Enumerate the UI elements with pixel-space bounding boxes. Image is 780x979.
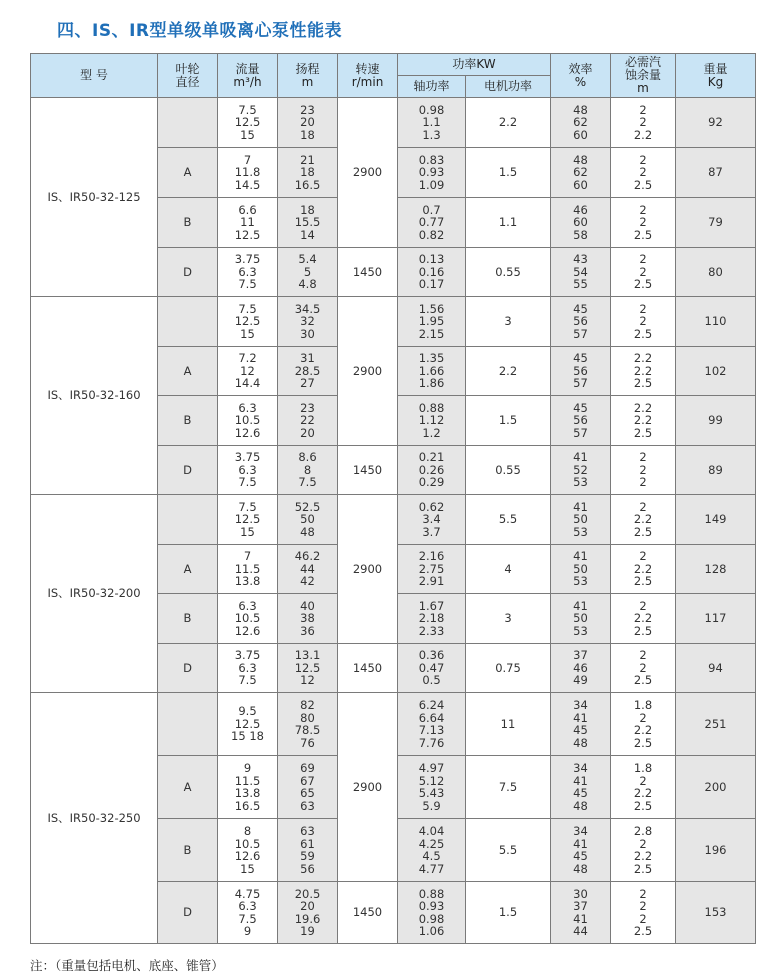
weight-cell: 94 xyxy=(676,644,756,693)
head-cell: 82 80 78.5 76 xyxy=(278,693,338,756)
head-cell: 5.4 5 4.8 xyxy=(278,248,338,297)
head-cell: 69 67 65 63 xyxy=(278,756,338,819)
header-shaft-power: 轴功率 xyxy=(398,76,466,98)
head-cell: 63 61 59 56 xyxy=(278,819,338,882)
weight-cell: 149 xyxy=(676,495,756,545)
shaft-power-cell: 4.97 5.12 5.43 5.9 xyxy=(398,756,466,819)
motor-power-cell: 5.5 xyxy=(466,495,551,545)
efficiency-cell: 41 50 53 xyxy=(551,594,611,644)
flow-cell: 7 11.5 13.8 xyxy=(218,545,278,594)
model-name: IS、IR50-32-250 xyxy=(31,693,158,944)
speed-cell: 2900 xyxy=(338,297,398,446)
table-row xyxy=(31,495,756,545)
efficiency-cell: 45 56 57 xyxy=(551,297,611,347)
shaft-power-cell: 1.56 1.95 2.15 xyxy=(398,297,466,347)
motor-power-cell: 0.75 xyxy=(466,644,551,693)
head-cell: 52.5 50 48 xyxy=(278,495,338,545)
efficiency-cell: 48 62 60 xyxy=(551,148,611,198)
npsh-cell: 2 2 2 xyxy=(611,446,676,495)
efficiency-cell: 48 62 60 xyxy=(551,98,611,148)
npsh-cell: 2 2 2.5 xyxy=(611,148,676,198)
header-efficiency: 效率 % xyxy=(551,54,611,98)
shaft-power-cell: 4.04 4.25 4.5 4.77 xyxy=(398,819,466,882)
header-impeller: 叶轮 直径 xyxy=(158,54,218,98)
flow-cell: 7.2 12 14.4 xyxy=(218,347,278,396)
table-row xyxy=(31,98,756,148)
efficiency-cell: 45 56 57 xyxy=(551,396,611,446)
weight-cell: 251 xyxy=(676,693,756,756)
head-cell: 8.6 8 7.5 xyxy=(278,446,338,495)
head-cell: 23 22 20 xyxy=(278,396,338,446)
speed-cell: 2900 xyxy=(338,693,398,882)
efficiency-cell: 41 50 53 xyxy=(551,545,611,594)
npsh-cell: 2 2.2 2.5 xyxy=(611,545,676,594)
motor-power-cell: 0.55 xyxy=(466,446,551,495)
npsh-cell: 2 2 2.5 xyxy=(611,644,676,693)
model-name: IS、IR50-32-160 xyxy=(31,297,158,495)
npsh-cell: 2 2 2.5 xyxy=(611,198,676,248)
impeller-cell: B xyxy=(158,819,218,882)
header-model: 型 号 xyxy=(31,54,158,98)
flow-cell: 3.75 6.3 7.5 xyxy=(218,446,278,495)
flow-cell: 6.6 11 12.5 xyxy=(218,198,278,248)
impeller-cell: D xyxy=(158,644,218,693)
motor-power-cell: 2.2 xyxy=(466,98,551,148)
shaft-power-cell: 2.16 2.75 2.91 xyxy=(398,545,466,594)
speed-cell: 1450 xyxy=(338,882,398,944)
motor-power-cell: 0.55 xyxy=(466,248,551,297)
header-npsh: 必需汽 蚀余量 m xyxy=(611,54,676,98)
flow-cell: 7.5 12.5 15 xyxy=(218,495,278,545)
motor-power-cell: 3 xyxy=(466,297,551,347)
npsh-cell: 2 2.2 2.5 xyxy=(611,495,676,545)
header-power: 功率KW xyxy=(398,54,551,76)
flow-cell: 6.3 10.5 12.6 xyxy=(218,396,278,446)
flow-cell: 4.75 6.3 7.5 9 xyxy=(218,882,278,944)
model-name: IS、IR50-32-200 xyxy=(31,495,158,693)
weight-cell: 99 xyxy=(676,396,756,446)
speed-cell: 1450 xyxy=(338,644,398,693)
flow-cell: 7 11.8 14.5 xyxy=(218,148,278,198)
shaft-power-cell: 6.24 6.64 7.13 7.76 xyxy=(398,693,466,756)
head-cell: 18 15.5 14 xyxy=(278,198,338,248)
efficiency-cell: 37 46 49 xyxy=(551,644,611,693)
motor-power-cell: 4 xyxy=(466,545,551,594)
efficiency-cell: 41 52 53 xyxy=(551,446,611,495)
motor-power-cell: 5.5 xyxy=(466,819,551,882)
weight-cell: 89 xyxy=(676,446,756,495)
head-cell: 31 28.5 27 xyxy=(278,347,338,396)
pump-performance-table xyxy=(30,53,756,944)
head-cell: 34.5 32 30 xyxy=(278,297,338,347)
header-motor-power: 电机功率 xyxy=(466,76,551,98)
shaft-power-cell: 0.88 1.12 1.2 xyxy=(398,396,466,446)
model-name: IS、IR50-32-125 xyxy=(31,98,158,297)
flow-cell: 8 10.5 12.6 15 xyxy=(218,819,278,882)
footnote: 注：（重量包括电机、底座、锥管） xyxy=(30,958,224,973)
motor-power-cell: 2.2 xyxy=(466,347,551,396)
npsh-cell: 2 2.2 2.5 xyxy=(611,594,676,644)
efficiency-cell: 30 37 41 44 xyxy=(551,882,611,944)
impeller-cell: D xyxy=(158,882,218,944)
weight-cell: 92 xyxy=(676,98,756,148)
efficiency-cell: 46 60 58 xyxy=(551,198,611,248)
impeller-cell xyxy=(158,98,218,148)
shaft-power-cell: 0.7 0.77 0.82 xyxy=(398,198,466,248)
shaft-power-cell: 1.67 2.18 2.33 xyxy=(398,594,466,644)
npsh-cell: 2 2 2.5 xyxy=(611,297,676,347)
head-cell: 13.1 12.5 12 xyxy=(278,644,338,693)
shaft-power-cell: 0.36 0.47 0.5 xyxy=(398,644,466,693)
flow-cell: 9.5 12.5 15 18 xyxy=(218,693,278,756)
flow-cell: 3.75 6.3 7.5 xyxy=(218,644,278,693)
flow-cell: 6.3 10.5 12.6 xyxy=(218,594,278,644)
head-cell: 46.2 44 42 xyxy=(278,545,338,594)
table-row xyxy=(31,693,756,756)
shaft-power-cell: 0.88 0.93 0.98 1.06 xyxy=(398,882,466,944)
impeller-cell: D xyxy=(158,248,218,297)
npsh-cell: 2.8 2 2.2 2.5 xyxy=(611,819,676,882)
npsh-cell: 2.2 2.2 2.5 xyxy=(611,396,676,446)
weight-cell: 153 xyxy=(676,882,756,944)
motor-power-cell: 3 xyxy=(466,594,551,644)
flow-cell: 7.5 12.5 15 xyxy=(218,297,278,347)
header-head: 扬程 m xyxy=(278,54,338,98)
shaft-power-cell: 0.83 0.93 1.09 xyxy=(398,148,466,198)
motor-power-cell: 1.5 xyxy=(466,396,551,446)
impeller-cell: A xyxy=(158,545,218,594)
npsh-cell: 2.2 2.2 2.5 xyxy=(611,347,676,396)
weight-cell: 200 xyxy=(676,756,756,819)
efficiency-cell: 34 41 45 48 xyxy=(551,693,611,756)
shaft-power-cell: 0.13 0.16 0.17 xyxy=(398,248,466,297)
impeller-cell xyxy=(158,693,218,756)
weight-cell: 196 xyxy=(676,819,756,882)
impeller-cell xyxy=(158,297,218,347)
efficiency-cell: 43 54 55 xyxy=(551,248,611,297)
speed-cell: 1450 xyxy=(338,446,398,495)
speed-cell: 2900 xyxy=(338,98,398,248)
efficiency-cell: 41 50 53 xyxy=(551,495,611,545)
impeller-cell: D xyxy=(158,446,218,495)
efficiency-cell: 34 41 45 48 xyxy=(551,756,611,819)
head-cell: 20.5 20 19.6 19 xyxy=(278,882,338,944)
motor-power-cell: 11 xyxy=(466,693,551,756)
motor-power-cell: 7.5 xyxy=(466,756,551,819)
head-cell: 23 20 18 xyxy=(278,98,338,148)
weight-cell: 117 xyxy=(676,594,756,644)
motor-power-cell: 1.5 xyxy=(466,882,551,944)
header-weight: 重量 Kg xyxy=(676,54,756,98)
npsh-cell: 2 2 2 2.5 xyxy=(611,882,676,944)
shaft-power-cell: 1.35 1.66 1.86 xyxy=(398,347,466,396)
weight-cell: 128 xyxy=(676,545,756,594)
header-flow: 流量 m³/h xyxy=(218,54,278,98)
motor-power-cell: 1.1 xyxy=(466,198,551,248)
impeller-cell: B xyxy=(158,198,218,248)
motor-power-cell: 1.5 xyxy=(466,148,551,198)
speed-cell: 1450 xyxy=(338,248,398,297)
flow-cell: 7.5 12.5 15 xyxy=(218,98,278,148)
impeller-cell: B xyxy=(158,396,218,446)
impeller-cell: A xyxy=(158,148,218,198)
weight-cell: 79 xyxy=(676,198,756,248)
table-body xyxy=(31,98,756,944)
npsh-cell: 2 2 2.5 xyxy=(611,248,676,297)
shaft-power-cell: 0.62 3.4 3.7 xyxy=(398,495,466,545)
npsh-cell: 1.8 2 2.2 2.5 xyxy=(611,756,676,819)
npsh-cell: 2 2 2.2 xyxy=(611,98,676,148)
flow-cell: 9 11.5 13.8 16.5 xyxy=(218,756,278,819)
impeller-cell xyxy=(158,495,218,545)
impeller-cell: A xyxy=(158,347,218,396)
head-cell: 21 18 16.5 xyxy=(278,148,338,198)
efficiency-cell: 45 56 57 xyxy=(551,347,611,396)
shaft-power-cell: 0.98 1.1 1.3 xyxy=(398,98,466,148)
shaft-power-cell: 0.21 0.26 0.29 xyxy=(398,446,466,495)
weight-cell: 87 xyxy=(676,148,756,198)
head-cell: 40 38 36 xyxy=(278,594,338,644)
weight-cell: 80 xyxy=(676,248,756,297)
page-title: 四、IS、IR型单级单吸离心泵性能表 xyxy=(57,21,342,41)
npsh-cell: 1.8 2 2.2 2.5 xyxy=(611,693,676,756)
weight-cell: 102 xyxy=(676,347,756,396)
impeller-cell: B xyxy=(158,594,218,644)
header-speed: 转速 r/min xyxy=(338,54,398,98)
weight-cell: 110 xyxy=(676,297,756,347)
speed-cell: 2900 xyxy=(338,495,398,644)
impeller-cell: A xyxy=(158,756,218,819)
efficiency-cell: 34 41 45 48 xyxy=(551,819,611,882)
flow-cell: 3.75 6.3 7.5 xyxy=(218,248,278,297)
table-row xyxy=(31,297,756,347)
